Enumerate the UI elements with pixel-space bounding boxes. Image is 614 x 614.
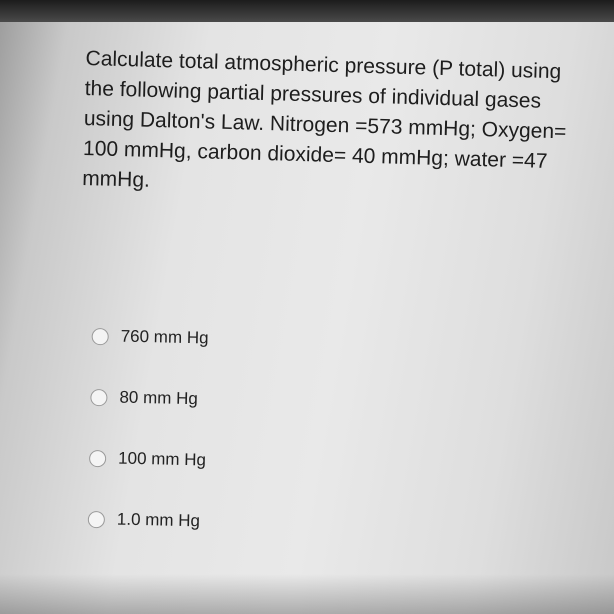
top-bezel (0, 0, 614, 22)
option-80-mm-hg[interactable] (90, 383, 391, 417)
option-label: 80 mm Hg (119, 387, 199, 409)
option-760-mm-hg[interactable] (91, 322, 392, 356)
option-label: 100 mm Hg (117, 448, 207, 470)
radio-button[interactable] (92, 327, 109, 344)
radio-button[interactable] (89, 449, 106, 466)
radio-button[interactable] (88, 510, 105, 527)
question-text: Calculate total atmospheric pressure (P total) using the following partial pressures of individual gases using Dalton's Law. Nitrogen =573 mmHg; Oxygen= 100 mmHg, carbon dioxide= 40 mmHg; water =47 mmHg. (81, 46, 567, 192)
answer-options (87, 322, 392, 572)
option-100-mm-hg[interactable] (89, 444, 390, 478)
bottom-shadow (0, 574, 614, 614)
option-1-0-mm-hg[interactable] (88, 505, 389, 539)
radio-button[interactable] (90, 388, 107, 405)
option-label: 760 mm Hg (120, 326, 209, 348)
option-label: 1.0 mm Hg (116, 509, 201, 531)
